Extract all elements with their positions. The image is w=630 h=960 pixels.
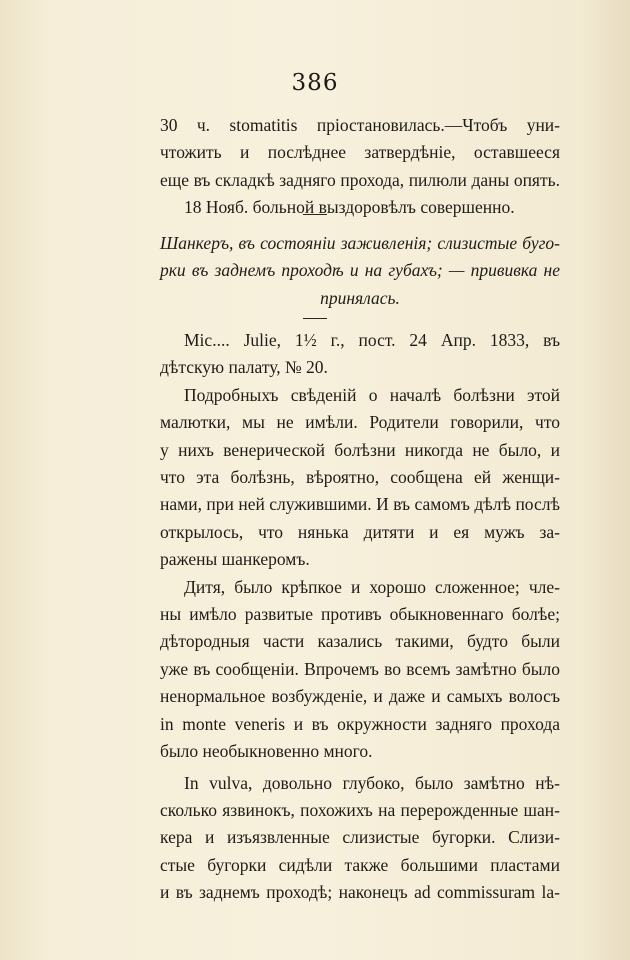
text-line: сколько язвинокъ, похожихъ на перерожденные шан- (160, 799, 560, 820)
text-line: Подробныхъ свѣденій о началѣ болѣзни этой (184, 384, 560, 405)
text-line: чтожить и послѣднее затвердѣніе, оставшееся (160, 142, 560, 163)
heading-line: принялась. (320, 287, 400, 308)
heading-line: рки въ заднемъ проходѣ и на губахъ; — прививка не (160, 260, 560, 281)
case-heading (160, 230, 560, 312)
text-line: еще въ складкѣ задняго прохода, пилюли даны опять. (160, 169, 560, 190)
text-line: было необыкновенно много. (160, 741, 373, 762)
page-number: 386 (291, 70, 339, 96)
case-intro-line: дѣтскую палату, № 20. (160, 357, 328, 378)
text-line: малютки, мы не имѣли. Родители говорили, что (160, 412, 560, 433)
text-line: что эта болѣзнь, вѣроятно, сообщена ей женщи- (160, 467, 560, 488)
text-line: ражены шанкеромъ. (160, 549, 310, 570)
text-line: In vulva, довольно глубоко, было замѣтно нѣ- (184, 772, 560, 793)
text-line: Дитя, было крѣпкое и хорошо сложенное; чле- (184, 576, 560, 597)
section-divider (303, 318, 327, 319)
paragraph-continuation (160, 112, 560, 222)
heading-line: Шанкеръ, въ состояніи заживленія; слизистые буго- (160, 233, 560, 253)
text-line: 18 Нояб. больной выздоровѣлъ совершенно. (184, 197, 515, 218)
case-intro-line: Mic.... Julie, 1½ г., пост. 24 Апр. 1833, въ (184, 330, 560, 350)
text-line: открылось, что нянька дитяти и ея мужъ за- (160, 521, 560, 542)
text-line: ненормальное возбужденіе, и даже и самыхъ волосъ (160, 686, 560, 707)
text-line: 30 ч. stomatitis пріостановилась.—Чтобъ уни- (160, 115, 560, 135)
text-line: и въ заднемъ проходѣ; наконецъ ad commissuram la- (160, 882, 560, 903)
text-line: in monte veneris и въ окружности задняго прохода (160, 713, 560, 734)
text-line: дѣтородныя части казались такими, будто были (160, 631, 560, 652)
text-line: нами, при ней служившими. И въ самомъ дѣлѣ послѣ (160, 494, 560, 515)
text-line: уже въ сообщеніи. Впрочемъ во всемъ замѣтно было (160, 658, 560, 679)
section-divider (303, 214, 327, 215)
text-line: стые бугорки сидѣли также большими пластами (160, 854, 560, 875)
text-line: ны имѣло развитые противъ обыкновеннаго болѣе; (160, 604, 560, 625)
case-body (160, 327, 560, 907)
text-line: у нихъ венерической болѣзни никогда не было, и (160, 439, 560, 460)
text-line: кера и изъязвленные слизистые бугорки. Слизи- (160, 827, 560, 848)
